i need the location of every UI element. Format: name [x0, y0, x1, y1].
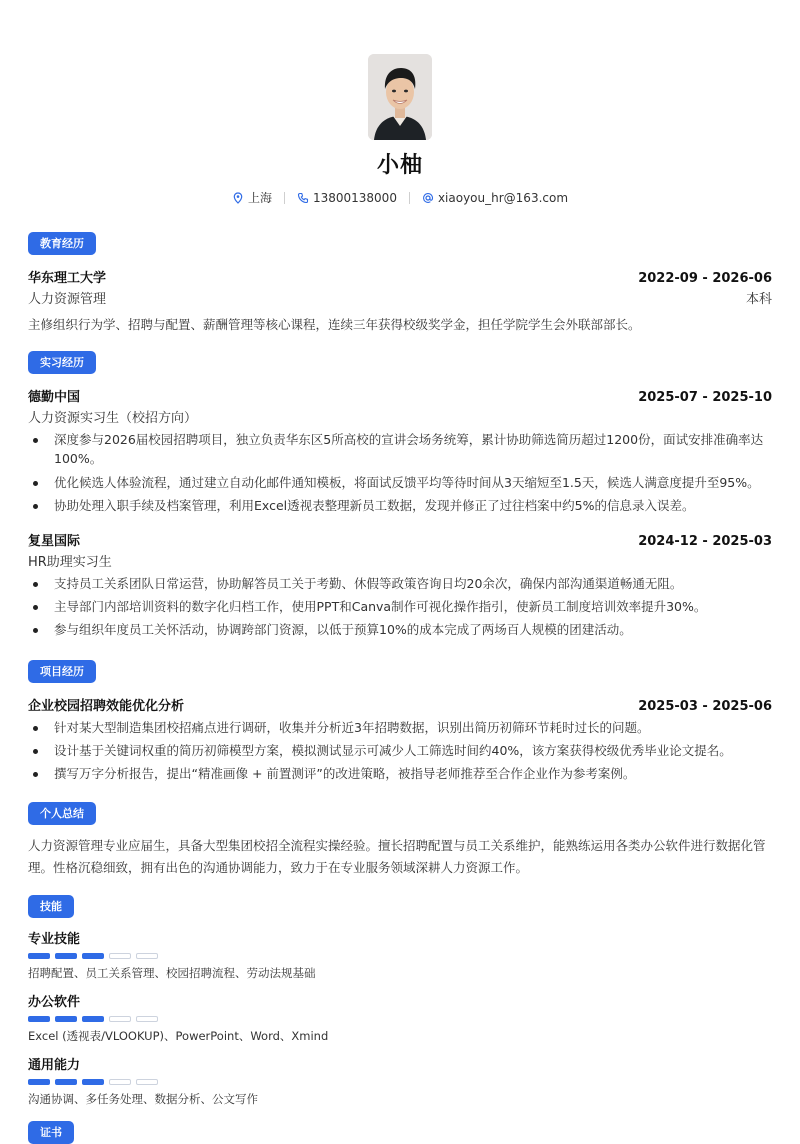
skill-name: 办公软件: [28, 994, 81, 1010]
internship-entry: [28, 530, 772, 640]
education-entry: [28, 267, 772, 335]
education-heading: 教育经历: [28, 232, 96, 255]
internship-entry: [28, 386, 772, 516]
skill-level-filled: [82, 953, 104, 959]
project-name: 企业校园招聘效能优化分析: [28, 698, 185, 714]
education-description: 主修组织行为学、招聘与配置、薪酬管理等核心课程，连续三年获得校级奖学金，担任学院学生会外联部部长。: [28, 317, 641, 332]
project-heading: 项目经历: [28, 660, 96, 683]
skills-section: [28, 895, 772, 1107]
contact-info: [28, 189, 772, 206]
skill-level-empty: [109, 953, 131, 959]
resume-header: [28, 0, 772, 206]
skill-level-empty: [136, 1016, 158, 1022]
skill-level-empty: [109, 1016, 131, 1022]
email-item[interactable]: [410, 191, 580, 205]
skills-heading: 技能: [28, 895, 74, 918]
list-item: 支持员工关系团队日常运营，协助解答员工关于考勤、休假等政策咨询日均20余次，确保内部沟通渠道畅通无阻。: [28, 574, 772, 593]
skill-name: 专业技能: [28, 931, 81, 947]
project-date: 2025-03 - 2025-06: [638, 698, 772, 714]
avatar: [368, 54, 432, 140]
internship-section: [28, 351, 772, 640]
job-role: HR助理实习生: [28, 554, 112, 570]
location-pin-icon: [232, 192, 244, 204]
skill-detail: 沟通协调、多任务处理、数据分析、公文写作: [28, 1091, 258, 1106]
list-item: 主导部门内部培训资料的数字化归档工作，使用PPT和Canva制作可视化操作指引，使新员工制度培训效率提升30%。: [28, 597, 772, 616]
internship-date: 2025-07 - 2025-10: [638, 390, 772, 405]
summary-heading: 个人总结: [28, 802, 96, 825]
school-name: 华东理工大学: [28, 271, 107, 286]
degree: 本科: [745, 292, 772, 307]
skill-level-empty: [136, 1079, 158, 1085]
skill-level-filled: [55, 1079, 77, 1085]
skill-level-filled: [28, 1079, 50, 1085]
education-section: [28, 232, 772, 335]
portrait-image: [368, 54, 432, 140]
skill-level-bar: [28, 953, 772, 959]
internship-heading: 实习经历: [28, 351, 96, 374]
skill-item: [28, 1054, 772, 1107]
bullet-list: [28, 430, 772, 516]
phone-icon: [297, 192, 309, 204]
job-role: 人力资源实习生（校招方向）: [28, 411, 198, 426]
at-sign-icon: [422, 192, 434, 204]
skill-item: [28, 928, 772, 981]
list-item: 撰写万字分析报告，提出“精准画像 + 前置测评”的改进策略，被指导老师推荐至合作企业作为参考案例。: [28, 764, 772, 783]
summary-section: [28, 802, 772, 879]
project-entry: [28, 695, 772, 784]
skill-level-empty: [109, 1079, 131, 1085]
education-date: 2022-09 - 2026-06: [638, 271, 772, 286]
skill-item: [28, 991, 772, 1044]
location-item: [220, 189, 284, 206]
skill-level-filled: [28, 1016, 50, 1022]
list-item: 协助处理入职手续及档案管理，利用Excel透视表整理新员工数据，发现并修正了过往档案中约5%的信息录入误差。: [28, 496, 772, 515]
skill-level-filled: [28, 953, 50, 959]
email-text: xiaoyou_hr@163.com: [437, 190, 569, 205]
skill-level-empty: [136, 953, 158, 959]
list-item: 深度参与2026届校园招聘项目，独立负责华东区5所高校的宣讲会场务统筹，累计协助筛选简历超过1200份，面试安排准确率达100%。: [28, 430, 772, 469]
major: 人力资源管理: [28, 292, 107, 307]
list-item: 参与组织年度员工关怀活动，协调跨部门资源，以低于预算10%的成本完成了两场百人规模的团建活动。: [28, 620, 772, 639]
project-section: [28, 660, 772, 784]
phone-text: 13800138000: [312, 190, 397, 205]
certificates-heading: 证书: [28, 1121, 74, 1144]
candidate-name: 小柚: [376, 153, 423, 178]
skill-level-filled: [55, 1016, 77, 1022]
company-name: 德勤中国: [28, 390, 81, 405]
skill-detail: Excel (透视表/VLOOKUP)、PowerPoint、Word、Xmind: [28, 1028, 329, 1043]
bullet-list: [28, 718, 772, 784]
list-item: 针对某大型制造集团校招痛点进行调研，收集并分析近3年招聘数据，识别出简历初筛环节耗时过长的问题。: [28, 718, 772, 737]
internship-date: 2024-12 - 2025-03: [638, 533, 772, 549]
skill-name: 通用能力: [28, 1057, 81, 1073]
phone-item: [285, 191, 409, 205]
bullet-list: [28, 574, 772, 640]
list-item: 优化候选人体验流程，通过建立自动化邮件通知模板，将面试反馈平均等待时间从3天缩短至1.5天，候选人满意度提升至95%。: [28, 473, 772, 492]
company-name: 复星国际: [28, 533, 81, 549]
list-item: 设计基于关键词权重的简历初筛模型方案，模拟测试显示可减少人工筛选时间约40%，该方案获得校级优秀毕业论文提名。: [28, 741, 772, 760]
skill-level-bar: [28, 1079, 772, 1085]
skill-level-filled: [82, 1016, 104, 1022]
skill-detail: 招聘配置、员工关系管理、校园招聘流程、劳动法规基础: [28, 965, 316, 980]
certificates-section: [28, 1121, 772, 1144]
skill-level-bar: [28, 1016, 772, 1022]
location-text: 上海: [247, 191, 272, 205]
summary-text: 人力资源管理专业应届生，具备大型集团校招全流程实操经验。擅长招聘配置与员工关系维护，能熟练运用各类办公软件进行数据化管理。性格沉稳细致，拥有出色的沟通协调能力，致力于在专业服务领域深耕人力资源工作。: [28, 837, 766, 875]
skill-level-filled: [82, 1079, 104, 1085]
skill-level-filled: [55, 953, 77, 959]
